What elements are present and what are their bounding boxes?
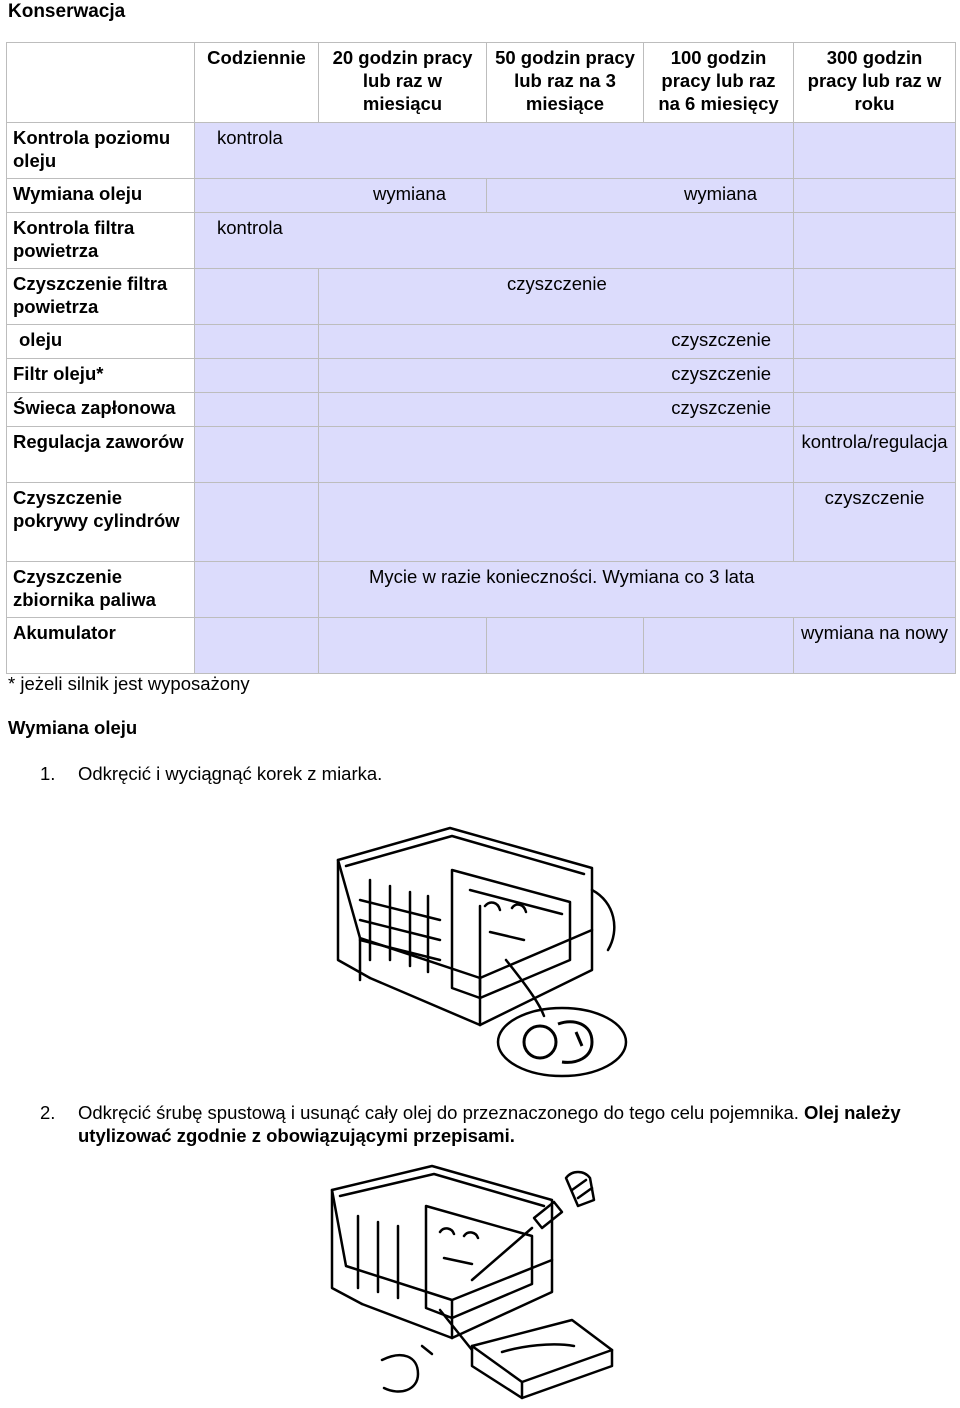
row-label: Czyszczenie zbiornika paliwa xyxy=(7,562,195,618)
schedule-cell-empty xyxy=(794,123,956,179)
table-row xyxy=(7,427,956,483)
step-text: Odkręcić i wyciągnąć korek z miarka. xyxy=(78,763,383,784)
step-warning: Olej należy utylizować zgodnie z obowiązującymi przepisami. xyxy=(78,1102,901,1146)
section-title: Wymiana oleju xyxy=(8,717,138,738)
schedule-cell: wymiana xyxy=(195,179,487,213)
schedule-cell: Mycie w razie konieczności. Wymiana co 3 lata xyxy=(319,562,956,618)
row-label: oleju xyxy=(7,325,195,359)
row-label: Kontrola filtra powietrza xyxy=(7,213,195,269)
step-number: 1. xyxy=(40,763,56,784)
schedule-cell-empty xyxy=(319,483,794,562)
schedule-cell-empty xyxy=(794,325,956,359)
page-title: Konserwacja xyxy=(8,1,126,22)
schedule-cell: czyszczenie xyxy=(794,483,956,562)
table-row xyxy=(7,562,956,618)
schedule-cell-empty xyxy=(794,393,956,427)
table-row xyxy=(7,325,956,359)
schedule-cell-empty xyxy=(195,325,319,359)
row-label: Wymiana oleju xyxy=(7,179,195,213)
schedule-cell-empty xyxy=(195,483,319,562)
step-number: 2. xyxy=(40,1102,56,1123)
schedule-cell: czyszczenie xyxy=(319,325,794,359)
schedule-cell: wymiana xyxy=(487,179,794,213)
schedule-cell-empty xyxy=(195,269,319,325)
step-text-wrapper xyxy=(78,1101,958,1147)
row-label: Filtr oleju* xyxy=(7,359,195,393)
table-row xyxy=(7,123,956,179)
row-label: Kontrola poziomu oleju xyxy=(7,123,195,179)
header-100h: 100 godzin pracy lub raz na 6 miesięcy xyxy=(644,43,794,123)
header-empty xyxy=(7,43,195,123)
schedule-cell-empty xyxy=(644,618,794,674)
table-row xyxy=(7,618,956,674)
schedule-cell-empty xyxy=(794,269,956,325)
schedule-cell: czyszczenie xyxy=(319,269,794,325)
row-label: Akumulator xyxy=(7,618,195,674)
table-row xyxy=(7,359,956,393)
header-50h: 50 godzin pracy lub raz na 3 miesiące xyxy=(487,43,644,123)
schedule-cell-empty xyxy=(319,618,487,674)
table-row xyxy=(7,213,956,269)
row-label: Czyszczenie filtra powietrza xyxy=(7,269,195,325)
generator-dipstick-illustration xyxy=(330,810,650,1080)
schedule-cell: kontrola xyxy=(195,123,794,179)
schedule-cell: wymiana na nowy xyxy=(794,618,956,674)
schedule-cell: kontrola xyxy=(195,213,794,269)
header-20h: 20 godzin pracy lub raz w miesiącu xyxy=(319,43,487,123)
header-300h: 300 godzin pracy lub raz w roku xyxy=(794,43,956,123)
step-text: Odkręcić śrubę spustową i usunąć cały olej do przeznaczonego do tego celu pojemnika. xyxy=(78,1102,799,1123)
schedule-cell-empty xyxy=(487,618,644,674)
row-label: Regulacja zaworów xyxy=(7,427,195,483)
row-label: Świeca zapłonowa xyxy=(7,393,195,427)
schedule-cell-empty xyxy=(794,359,956,393)
table-row xyxy=(7,393,956,427)
schedule-cell: czyszczenie xyxy=(319,359,794,393)
schedule-cell-empty xyxy=(319,427,794,483)
schedule-cell: czyszczenie xyxy=(319,393,794,427)
schedule-cell-empty xyxy=(794,179,956,213)
schedule-cell-empty xyxy=(195,359,319,393)
maintenance-schedule-table xyxy=(6,42,956,674)
header-row xyxy=(7,43,956,123)
table-row xyxy=(7,269,956,325)
schedule-cell-empty xyxy=(195,562,319,618)
header-daily: Codziennie xyxy=(195,43,319,123)
schedule-cell: kontrola/regulacja xyxy=(794,427,956,483)
generator-drain-illustration xyxy=(322,1160,622,1400)
footnote: * jeżeli silnik jest wyposażony xyxy=(8,673,250,694)
schedule-cell-empty xyxy=(195,427,319,483)
schedule-cell-empty xyxy=(195,618,319,674)
table-row xyxy=(7,483,956,562)
table-row xyxy=(7,179,956,213)
schedule-cell-empty xyxy=(794,213,956,269)
row-label: Czyszczenie pokrywy cylindrów xyxy=(7,483,195,562)
schedule-cell-empty xyxy=(195,393,319,427)
